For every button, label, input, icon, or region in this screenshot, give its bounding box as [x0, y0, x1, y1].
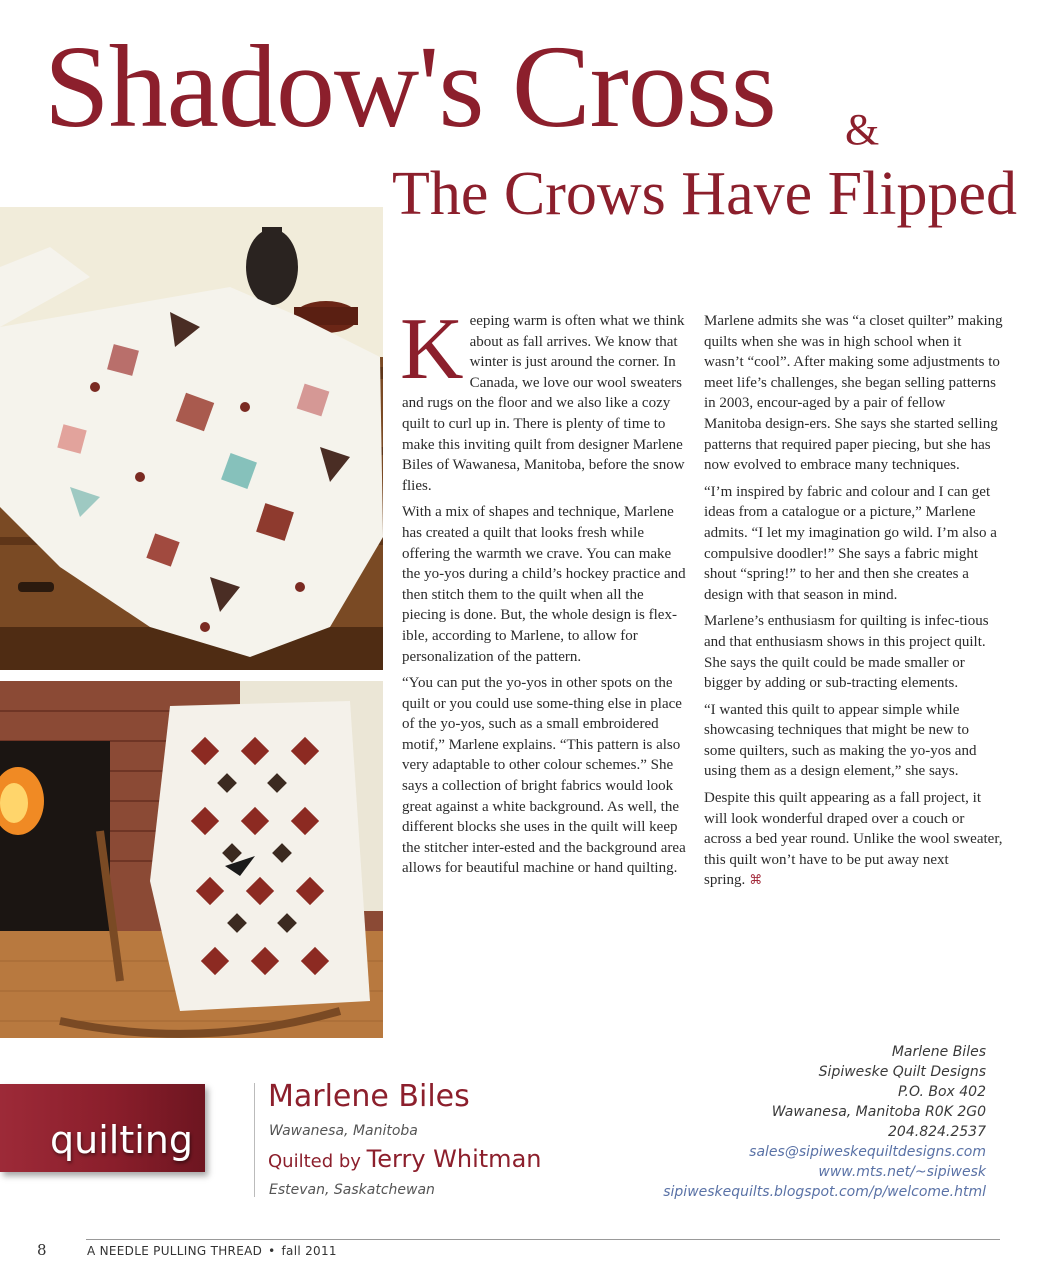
- quilter-name: Terry Whitman: [366, 1145, 542, 1173]
- drop-cap: K: [400, 301, 464, 398]
- article-paragraph: With a mix of shapes and technique, Marlene has created a quilt that looks fresh while offering the warmth we crave. You can make the yo-yos during a child’s hockey practice and then stitch them to the quilt when all the piecing is done. But, the whole design is flex-ible, according to Marlene, to allow for personalization of the pattern.: [402, 504, 686, 665]
- contact-city: Wawanesa, Manitoba R0K 2G0: [771, 1104, 986, 1120]
- footer-bullet: •: [268, 1244, 276, 1258]
- contact-company: Sipiweske Quilt Designs: [818, 1064, 986, 1080]
- quilted-by-line: [268, 1145, 541, 1173]
- section-label: quilting: [50, 1118, 193, 1162]
- contact-website-link[interactable]: www.mts.net/~sipiwesk: [818, 1164, 986, 1180]
- article-paragraph: Keeping warm is often what we think about as fall arrives. We know that winter is just around the corner. In Canada, we love our wool sweaters and rugs on the floor and we also like a cozy quilt to curl up in. There is plenty of time to make this inviting quilt from designer Marlene Biles of Wawanesa, Manitoba, before the snow flies.: [400, 301, 685, 494]
- end-mark-icon: ⌘: [749, 873, 763, 889]
- page-number: 8: [37, 1241, 47, 1259]
- designer-location: Wawanesa, Manitoba: [269, 1123, 418, 1139]
- article-column-left: [400, 301, 686, 885]
- quilted-by-label: Quilted by: [268, 1151, 361, 1172]
- contact-block: [663, 1042, 986, 1202]
- contact-email-link[interactable]: sales@sipiweskequiltdesigns.com: [749, 1144, 986, 1160]
- section-tab: [0, 1084, 205, 1172]
- title-ampersand: &: [845, 105, 880, 154]
- footer-publication: [87, 1244, 337, 1258]
- contact-blog-link[interactable]: sipiweskequilts.blogspot.com/p/welcome.html: [663, 1184, 986, 1200]
- article-title: Shadow's Cross: [44, 21, 776, 152]
- article-paragraph: “You can put the yo-yos in other spots on the quilt or you could use some-thing else in place of the yo-yos, such as a small embroidered motif,” Marlene explains. “This pattern is also very adaptable to other colour schemes.” She says a collection of bright fabrics would look great against a white background. As well, the different blocks she uses in the quilt will keep the stitcher inter-ested and the background area allows for beautiful machine or hand quilting.: [402, 675, 686, 877]
- quilter-location: Estevan, Saskatchewan: [269, 1182, 435, 1198]
- contact-name: Marlene Biles: [891, 1044, 986, 1060]
- contact-po-box: P.O. Box 402: [898, 1084, 986, 1100]
- article-paragraph: “I’m inspired by fabric and colour and I can get ideas from a catalogue or a picture,” Marlene admits. “I let my imagination go wild. I’m also a compulsive doodler!” She says a fabric might shout “spring!” to her and then she creates a design with that season in mind.: [704, 483, 997, 603]
- issue-year: 2011: [305, 1244, 337, 1258]
- designer-name: Marlene Biles: [268, 1079, 470, 1114]
- publication-name: A NEEDLE PULLING THREAD: [87, 1244, 263, 1258]
- article-paragraph: Marlene’s enthusiasm for quilting is infec-tious and that enthusiasm shows in this project quilt. She says the quilt could be made smaller or bigger by adding or sub-tracting elements.: [704, 613, 989, 692]
- quilt-rocking-chair-photo: [0, 681, 383, 1038]
- credits-divider: [254, 1083, 255, 1197]
- article-paragraph: Marlene admits she was “a closet quilter” making quilts when she was in high school when it wasn’t “cool”. After making some adjustments to meet life’s challenges, she began selling patterns in 2003, encour-aged by a pair of fellow Manitoba design-ers. She says she started selling patterns that required paper piecing, but she has now evolved to embrace many techniques.: [704, 313, 1003, 474]
- contact-phone: 204.824.2537: [888, 1124, 986, 1140]
- article-paragraph: Despite this quilt appearing as a fall project, it will look wonderful draped over a couch or across a bed year round. Unlike the wool sweater, this quilt won’t have to be put away next spring. ⌘: [704, 790, 1003, 889]
- article-column-right: [704, 311, 1004, 898]
- footer-rule: [86, 1239, 1000, 1240]
- quilt-dresser-photo: [0, 207, 383, 670]
- article-paragraph: “I wanted this quilt to appear simple while showcasing techniques that might be new to some quilters, such as making the yo-yos and using them as a design element,” she says.: [704, 701, 977, 780]
- issue-season: fall: [281, 1244, 301, 1258]
- article-subtitle: The Crows Have Flipped: [392, 160, 1018, 228]
